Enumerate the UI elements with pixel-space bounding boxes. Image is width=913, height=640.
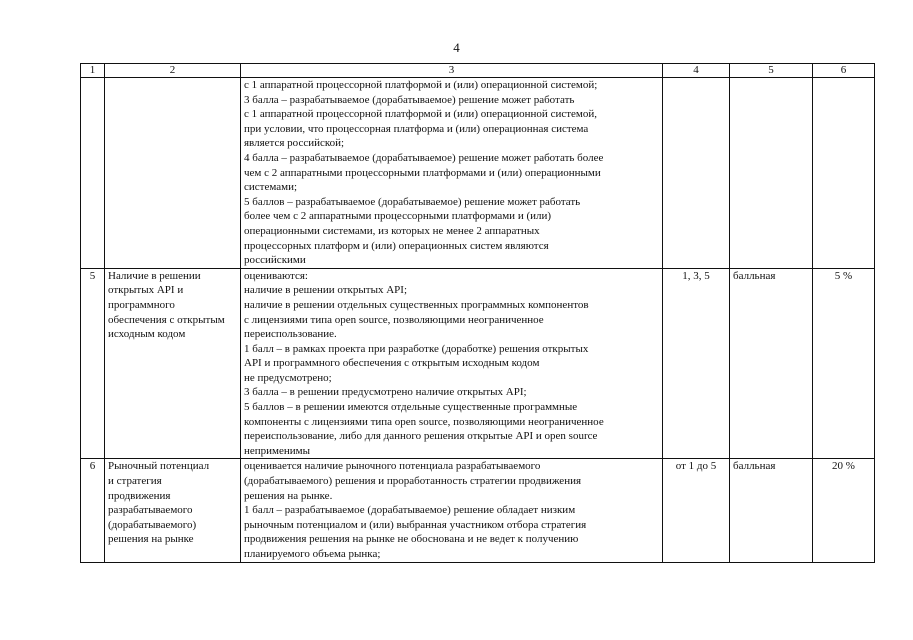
criterion-line: продвижения — [108, 489, 171, 502]
weight-cell — [813, 78, 875, 269]
page-number: 4 — [453, 40, 460, 55]
description-cell — [241, 459, 663, 562]
row-number-cell: 6 — [81, 459, 105, 562]
description-line: 4 балла – разрабатываемое (дорабатываемое) решение может работать более — [244, 151, 604, 164]
description-line: с 1 аппаратной процессорной платформой и (или) операционной системой; — [244, 79, 598, 91]
row-number-cell: 5 — [81, 268, 105, 459]
column-header-4: 4 — [663, 64, 730, 78]
description-line: компоненты с лицензиями типа open source, позволяющими неограниченное — [244, 415, 604, 428]
criterion-line: (дорабатываемого) — [108, 518, 197, 531]
criterion-cell — [105, 268, 241, 459]
description-line: (дорабатываемого) решения и проработанность стратегии продвижения — [244, 475, 582, 488]
column-header-6: 6 — [813, 64, 875, 78]
row-number-cell — [81, 78, 105, 269]
description-line: 5 баллов – разрабатываемое (дорабатываемое) решение может работать — [244, 195, 581, 208]
criteria-table — [80, 63, 875, 563]
description-cell — [241, 268, 663, 459]
description-line: решения на рынке. — [244, 489, 333, 502]
description-line: переиспользование. — [244, 328, 337, 341]
description-line: планируемого объема рынка; — [244, 548, 381, 560]
description-line: является российской; — [244, 137, 345, 150]
description-line: с 1 аппаратной процессорной платформой и (или) операционной системой, — [244, 108, 598, 121]
description-line: чем с 2 аппаратными процессорными платформами и (или) операционными — [244, 166, 601, 179]
description-line: 1 балл – разрабатываемое (дорабатываемое) решение обладает низким — [244, 504, 576, 517]
criterion-cell — [105, 78, 241, 269]
description-line: с лицензиями типа open source, позволяющими неограниченное — [244, 313, 544, 326]
table-row — [81, 78, 875, 269]
description-line: неприменимы — [244, 444, 311, 457]
column-number-row — [81, 64, 875, 78]
values-cell — [663, 78, 730, 269]
values-cell: от 1 до 5 — [663, 459, 730, 562]
criterion-line: и стратегия — [108, 475, 162, 488]
criterion-line: разрабатываемого — [108, 504, 193, 517]
description-line: операционными системами, из которых не менее 2 аппаратных — [244, 224, 540, 237]
description-line: наличие в решении открытых API; — [244, 284, 408, 297]
table-row — [81, 268, 875, 459]
criterion-cell — [105, 459, 241, 562]
column-header-2: 2 — [105, 64, 241, 78]
method-cell: балльная — [730, 268, 813, 459]
criterion-line: решения на рынке — [108, 533, 194, 546]
criterion-line: Наличие в решении — [108, 269, 201, 282]
criterion-line: Рыночный потенциал — [108, 460, 210, 473]
description-line: оценивается наличие рыночного потенциала разрабатываемого — [244, 460, 541, 473]
description-cell — [241, 78, 663, 269]
method-cell — [730, 78, 813, 269]
criterion-line: программного — [108, 298, 175, 311]
criterion-line: открытых API и — [108, 284, 184, 297]
description-line: оцениваются: — [244, 269, 308, 282]
weight-cell: 20 % — [813, 459, 875, 562]
description-line: 3 балла – в решении предусмотрено наличие открытых API; — [244, 386, 527, 399]
description-line: 3 балла – разрабатываемое (дорабатываемое) решение может работать — [244, 93, 575, 106]
description-line: процессорных платформ и (или) операционных систем являются — [244, 239, 549, 252]
criterion-line: обеспечения с открытым — [108, 313, 225, 326]
description-line: при условии, что процессорная платформа и (или) операционная система — [244, 122, 589, 135]
description-line: 1 балл – в рамках проекта при разработке (доработке) решения открытых — [244, 342, 589, 355]
description-line: системами; — [244, 181, 298, 194]
description-line: 5 баллов – в решении имеются отдельные существенные программные — [244, 401, 578, 414]
description-line: продвижения решения на рынке не обоснована и не ведет к получению — [244, 533, 579, 546]
criterion-line: исходным кодом — [108, 328, 186, 341]
column-header-3: 3 — [241, 64, 663, 78]
description-line: переиспользование, либо для данного решения открытые API и open source — [244, 430, 598, 443]
method-cell: балльная — [730, 459, 813, 562]
column-header-1: 1 — [81, 64, 105, 78]
description-line: рыночным потенциалом и (или) выбранная участником отбора стратегия — [244, 518, 587, 531]
values-cell: 1, 3, 5 — [663, 268, 730, 459]
description-line: наличие в решении отдельных существенных программных компонентов — [244, 298, 589, 311]
description-line: не предусмотрено; — [244, 371, 332, 384]
weight-cell: 5 % — [813, 268, 875, 459]
description-line: более чем с 2 аппаратными процессорными платформами и (или) — [244, 210, 552, 223]
column-header-5: 5 — [730, 64, 813, 78]
description-line: API и программного обеспечения с открытым исходным кодом — [244, 357, 540, 370]
table-row — [81, 459, 875, 562]
description-line: российскими — [244, 254, 306, 267]
